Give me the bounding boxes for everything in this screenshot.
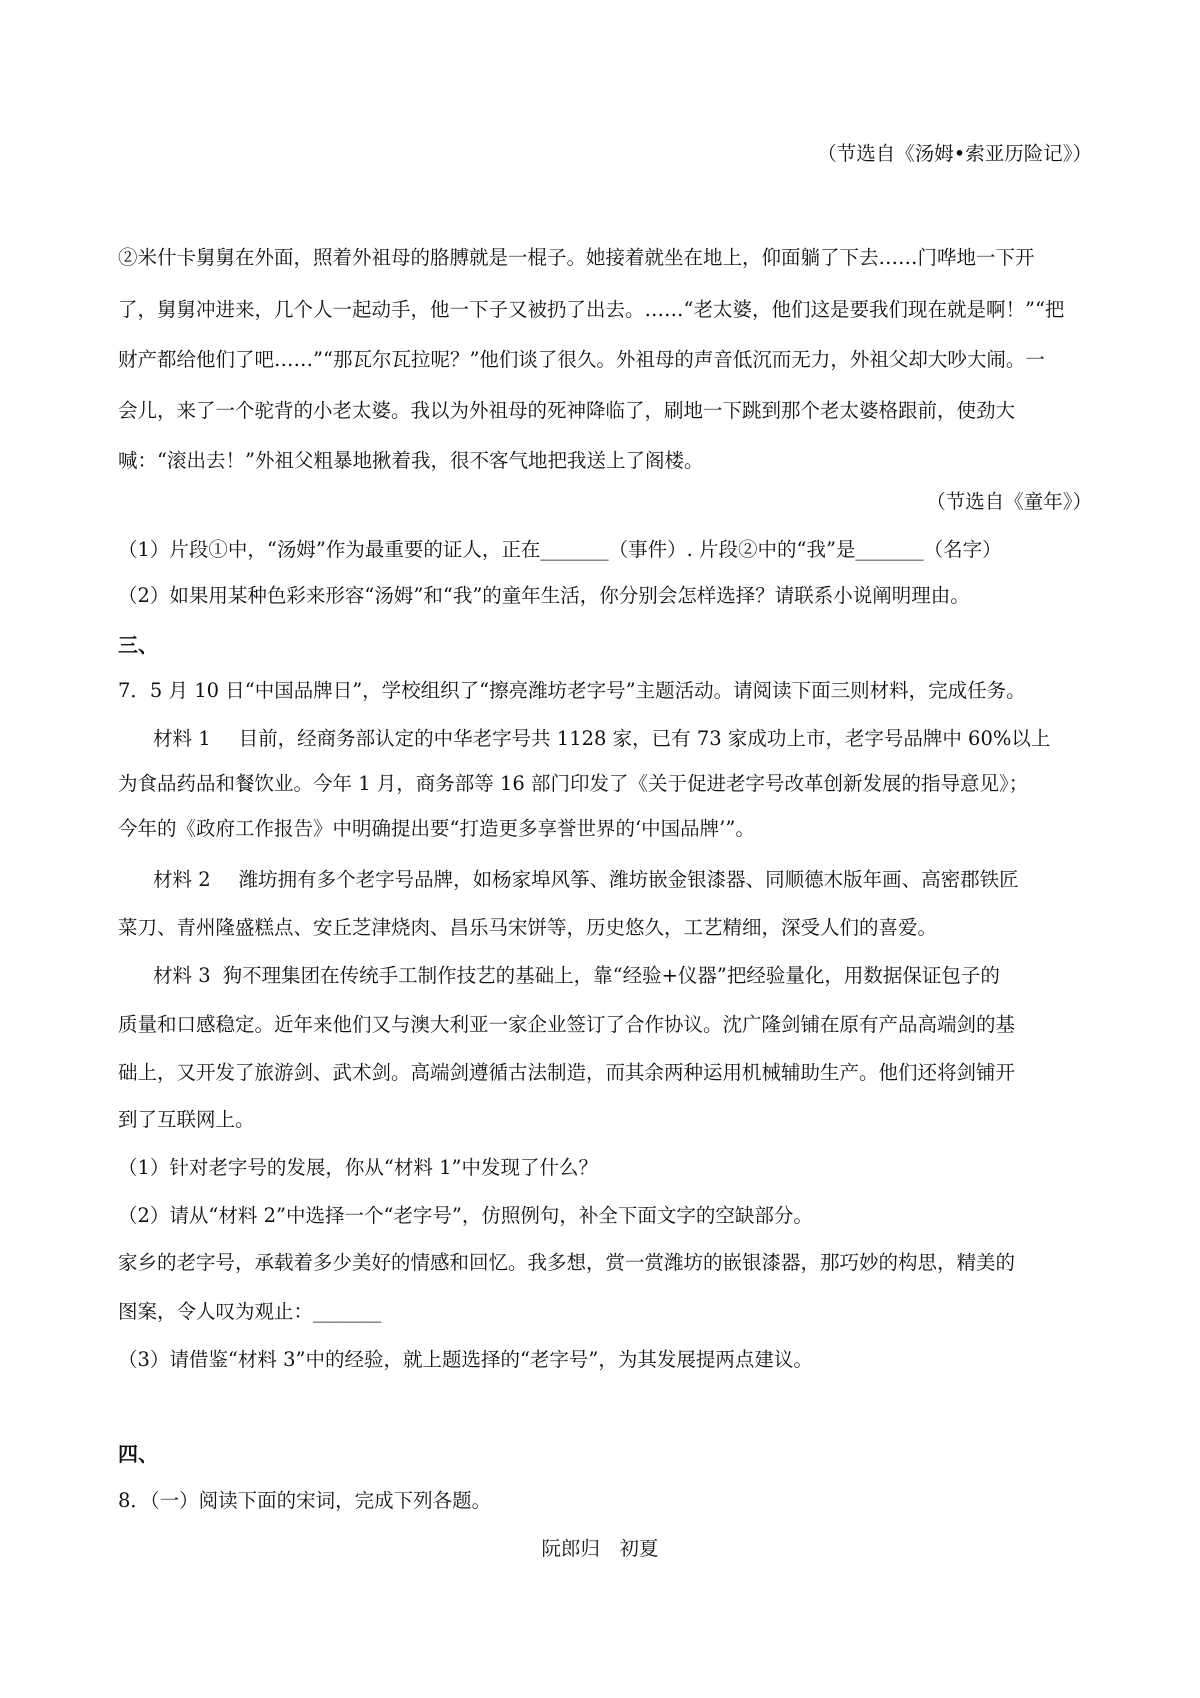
poem-title: 阮郎归 初夏 [541, 1537, 659, 1560]
example-line: 图案，令人叹为观止：_______ [118, 1300, 382, 1323]
passage-line: 了，舅舅冲进来，几个人一起动手，他一下子又被扔了出去。……“老太婆，他们这是要我们现在就是啊！”“把 [118, 298, 1065, 321]
section-heading-3: 三、 [118, 633, 158, 657]
q7-stem: 7．5 月 10 日“中国品牌日”，学校组织了“擦亮潍坊老字号”主题活动。请阅读下面三则材料，完成任务。 [118, 679, 1026, 702]
q7-sub2: （2）请从“材料 2”中选择一个“老字号”，仿照例句，补全下面文字的空缺部分。 [118, 1204, 813, 1227]
example-line: 家乡的老字号，承载着多少美好的情感和回忆。我多想，赏一赏潍坊的嵌银漆器，那巧妙的构思，精美的 [118, 1251, 1016, 1274]
q7-sub1: （1）针对老字号的发展，你从“材料 1”中发现了什么？ [118, 1156, 598, 1179]
passage-line: 财产都给他们了吧……”“那瓦尔瓦拉呢？”他们谈了很久。外祖母的声音低沉而无力，外祖父却大吵大闹。一 [118, 348, 1045, 371]
material-2-line: 材料 2 潍坊拥有多个老字号品牌，如杨家埠风筝、潍坊嵌金银漆器、同顺德木版年画、高密郡铁匠 [153, 868, 1019, 891]
q6-sub1: （1）片段①中，“汤姆”作为最重要的证人，正在_______（事件）. 片段②中的“我”是_______（名字） [118, 538, 1002, 561]
material-3-line: 材料 3 狗不理集团在传统手工制作技艺的基础上，靠“经验+仪器”把经验量化，用数据保证包子的 [153, 964, 1000, 987]
source-childhood: （节选自《童年》） [926, 490, 1092, 513]
source-tom-sawyer: （节选自《汤姆•索亚历险记》） [817, 142, 1092, 165]
material-3-line: 质量和口感稳定。近年来他们又与澳大利亚一家企业签订了合作协议。沈广隆剑铺在原有产品高端剑的基 [118, 1013, 1016, 1036]
material-3-line: 础上，又开发了旅游剑、武术剑。高端剑遵循古法制造，而其余两种运用机械辅助生产。他们还将剑铺开 [118, 1061, 1016, 1084]
section-heading-4: 四、 [118, 1442, 158, 1466]
material-1-line: 材料 1 目前，经商务部认定的中华老字号共 1128 家，已有 73 家成功上市，老字号品牌中 60%以上 [153, 727, 1051, 750]
material-1-line: 今年的《政府工作报告》中明确提出要“打造更多享誉世界的‘中国品牌’”。 [118, 817, 755, 840]
q8-stem: 8．（一）阅读下面的宋词，完成下列各题。 [118, 1489, 492, 1512]
material-3-line: 到了互联网上。 [118, 1108, 255, 1131]
passage-line: 会儿，来了一个驼背的小老太婆。我以为外祖母的死神降临了，刷地一下跳到那个老太婆格跟前，使劲大 [118, 399, 1016, 422]
material-1-label: 材料 1 [153, 727, 211, 750]
material-3-label: 材料 3 [153, 964, 211, 987]
q7-sub3: （3）请借鉴“材料 3”中的经验，就上题选择的“老字号”，为其发展提两点建议。 [118, 1348, 813, 1371]
material-2-label: 材料 2 [153, 868, 211, 891]
passage-line: 喊：“滚出去！”外祖父粗暴地揪着我，很不客气地把我送上了阁楼。 [118, 449, 704, 472]
material-1-line: 为食品药品和餐饮业。今年 1 月，商务部等 16 部门印发了《关于促进老字号改革创新发展的指导意见》； [118, 772, 1029, 795]
passage-line: ②米什卡舅舅在外面，照着外祖母的胳膊就是一棍子。她接着就坐在地上，仰面躺了下去……门哗地一下开 [118, 246, 1035, 269]
material-2-line: 菜刀、青州隆盛糕点、安丘芝津烧肉、昌乐马宋饼等，历史悠久，工艺精细，深受人们的喜爱。 [118, 916, 938, 939]
q6-sub2: （2）如果用某种色彩来形容“汤姆”和“我”的童年生活，你分别会怎样选择？请联系小说阐明理由。 [118, 584, 970, 607]
